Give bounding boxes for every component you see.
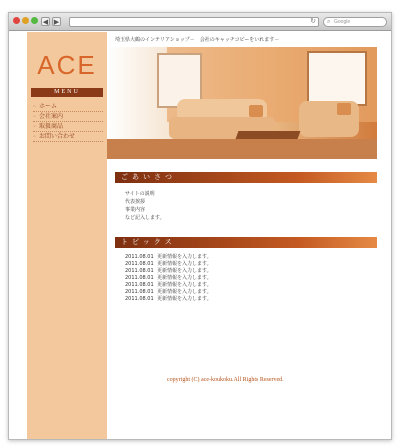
topic-item: [125, 268, 212, 275]
hero-coffee-table: [236, 131, 301, 139]
minimize-window-button[interactable]: [22, 17, 29, 24]
sidebar-item-label: ホーム: [38, 103, 57, 110]
topic-text: 更新情報を入力します。: [157, 275, 212, 281]
topic-date: 2011.08.01: [125, 268, 154, 274]
topic-date: 2011.08.01: [125, 261, 154, 267]
greeting-line: など記入します。: [125, 215, 165, 221]
browser-search-input[interactable]: [323, 17, 387, 27]
topic-text: 更新情報を入力します。: [157, 261, 212, 267]
back-arrow-icon[interactable]: ◀: [42, 18, 49, 26]
hero-cushion: [337, 103, 351, 115]
topics-list: [125, 254, 212, 303]
bullet-icon: ◦: [33, 114, 36, 120]
footer-copyright: copyright (C) ace-koukoku.All Rights Reserved.: [167, 377, 284, 383]
topic-item: [125, 296, 212, 303]
topic-text: 更新情報を入力します。: [157, 282, 212, 288]
greeting-line: 事業内容: [125, 207, 146, 213]
sidebar-item-home[interactable]: [33, 102, 103, 112]
browser-toolbar: [9, 13, 391, 31]
search-icon: ⌕: [327, 19, 331, 25]
greeting-heading: ごあいさつ: [115, 172, 377, 183]
sidebar: [27, 32, 107, 439]
site-logo[interactable]: ACE: [37, 50, 97, 80]
hero-floor: [107, 139, 377, 159]
hero-image-living-room: [107, 47, 377, 159]
bullet-icon: ◦: [33, 104, 36, 110]
page-viewport: [9, 32, 391, 439]
greeting-text: [125, 190, 165, 222]
sidebar-item-label: 会社案内: [38, 113, 63, 120]
site-tagline: 埼玉県大鶴のインテリアショップ－ 会社のキャッチコピーをいれます－: [115, 37, 280, 43]
topic-text: 更新情報を入力します。: [157, 254, 212, 260]
sidebar-menu: [33, 102, 103, 142]
topic-date: 2011.08.01: [125, 275, 154, 281]
greeting-line: 代表挨拶: [125, 199, 146, 205]
topic-date: 2011.08.01: [125, 296, 154, 302]
hero-cushion: [249, 105, 263, 117]
topic-date: 2011.08.01: [125, 254, 154, 260]
topic-item: [125, 254, 212, 261]
sidebar-item-products[interactable]: [33, 122, 103, 132]
sidebar-item-label: お問い合わせ: [38, 133, 75, 140]
topic-text: 更新情報を入力します。: [157, 289, 212, 295]
close-window-button[interactable]: [13, 17, 20, 24]
address-bar[interactable]: [69, 17, 319, 27]
sidebar-item-company[interactable]: [33, 112, 103, 122]
sidebar-item-contact[interactable]: [33, 132, 103, 142]
hero-window: [307, 51, 367, 106]
browser-window: [8, 12, 392, 440]
topics-heading: トピックス: [115, 237, 377, 248]
topic-item: [125, 261, 212, 268]
reload-icon[interactable]: ↻: [310, 17, 316, 25]
bullet-icon: ◦: [33, 124, 36, 130]
zoom-window-button[interactable]: [31, 17, 38, 24]
search-placeholder: Google: [334, 19, 351, 25]
topic-text: 更新情報を入力します。: [157, 268, 212, 274]
topic-item: [125, 275, 212, 282]
topic-item: [125, 289, 212, 296]
main-content: [107, 32, 391, 439]
topic-item: [125, 282, 212, 289]
menu-heading: MENU: [31, 88, 103, 97]
topic-date: 2011.08.01: [125, 289, 154, 295]
sidebar-item-label: 取扱商品: [38, 123, 63, 130]
greeting-line: サイトの説明: [125, 191, 155, 197]
topic-text: 更新情報を入力します。: [157, 296, 212, 302]
forward-arrow-icon[interactable]: ▶: [53, 18, 60, 26]
topic-date: 2011.08.01: [125, 282, 154, 288]
bullet-icon: ◦: [33, 134, 36, 140]
